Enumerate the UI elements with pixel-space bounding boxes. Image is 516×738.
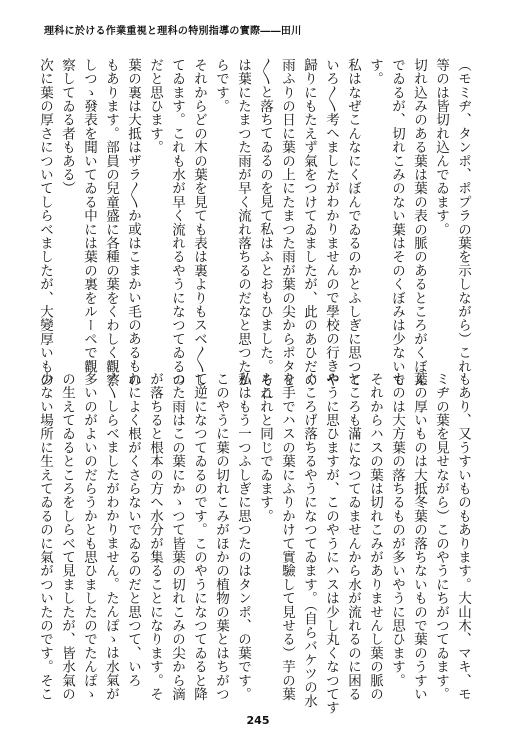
text-column: つた雨はこの葉にかゝつて皆葉の切れこみの尖から滴 (169, 372, 185, 701)
text-column: らです。 (213, 58, 229, 113)
text-column: が落ちると根本の方へ水分が集ることになります。そ (147, 372, 163, 701)
text-column: れによく根がくさらないでゐるのだと思つて、いろ (125, 372, 141, 688)
text-column: す。 (367, 58, 383, 86)
text-column: 察してゐる者もある） (59, 58, 75, 195)
text-column: それからハスの葉は切れこみがありませんし葉の脈の (367, 372, 383, 701)
text-column: 切れ込みのある葉は葉の表の脈のあるところがくぼん (411, 58, 427, 387)
text-column: 次に葉の厚さについてしらべましたが、大變厚いもの (37, 58, 53, 387)
text-column: （モミヂ、タンポ、ポプラの葉を示しながら）これ (455, 58, 471, 374)
text-column: でゐるが、切れこみのない葉はそのくぼみは少ないで (389, 58, 405, 387)
text-column: ものは大方葉の落ちるものが多いやうに思ひます。 (389, 372, 405, 688)
text-column: いろ〳〵考へましたがわかりませんので學校の行きや (323, 58, 339, 387)
upper-text-block (37, 58, 474, 401)
text-column: ところも滿になつてゐませんから水が流れるのに困る (345, 372, 361, 701)
text-column: 葉の厚いものは大抵冬葉の落ちないもので葉のうすい (411, 372, 427, 701)
text-column: の生えてゐるところをしらべて見ましたが、皆水氣の (59, 372, 75, 701)
text-column: 等のは皆切れ込んでゐます。 (433, 58, 449, 237)
text-column: しつゝ發表を聞いてゐる中には葉の裏をルーペで觀 (81, 58, 97, 374)
text-column: 葉の裏は大抵はザラ〳〵か或はこまかい毛のあるもの (125, 58, 141, 387)
text-column: 〳〵しらべましたがわかりません。たんぽゝは水氣が (103, 372, 119, 701)
text-column: それからどの木の葉を見ても表は裏よりもスベ〳〵し (191, 58, 207, 387)
text-column: やうに思ひますが、このやうにハスは少し丸くなつてす (323, 372, 339, 715)
text-column: ぐころげ落ちるやうになつてゐます。（自らバケツの水 (301, 372, 317, 708)
text-column: 〳〵と落ちてゐるのを見て私はふとおもひました。それ (257, 58, 273, 401)
text-column: てゐます。これも水が早く流れるやうになつてゐるの (169, 58, 185, 387)
text-column: 私はもう一つふしぎに思つたのはタンポ、の葉です。 (235, 372, 251, 701)
text-column: を手でハスの葉にふりかけて實驗して見せる）芋の葉 (279, 372, 295, 701)
lower-text-block (37, 372, 474, 715)
text-column: もあります。部員の兒童盛に各種の葉をくわしく觀察 (103, 58, 119, 387)
text-column: て逆になつてゐるのです。このやうになつてゐると降 (191, 372, 207, 701)
text-column: このやうに葉の切れこみがほかの植物の葉とはちがつ (213, 372, 229, 701)
text-column: 少ない場所に生えてゐるのに氣がついたのです。そこ (37, 372, 53, 701)
text-column: もあり、又うすいものもあります。大山木、マキ、モ (455, 372, 471, 701)
text-column: だと思ひます。 (147, 58, 163, 154)
text-column: 私はなぜこんなにくぼんでゐるのかとふしぎに思つて (345, 58, 361, 387)
text-column: 歸りにもたえず氣をつけてゐましたが、此のあひだの (301, 58, 317, 387)
text-column: 多いのがよいのだらうかとも思ひましたのでたんぽゝ (81, 372, 97, 701)
text-column: ミヂの葉を見せながら）このやうにちがつてゐます。 (433, 372, 449, 701)
page-number: 245 (246, 714, 270, 727)
text-column: は葉にたまつた雨が早く流れ落ちるのだなと思つたか (235, 58, 251, 387)
text-column: 雨ふりの日に葉の上にたまつた雨が葉の尖からポタリ (279, 58, 295, 387)
text-column: もこれと同じでゐます。 (257, 372, 273, 523)
running-header: 理科に於ける作業重視と理科の特別指導の實際――田川 (44, 26, 302, 37)
